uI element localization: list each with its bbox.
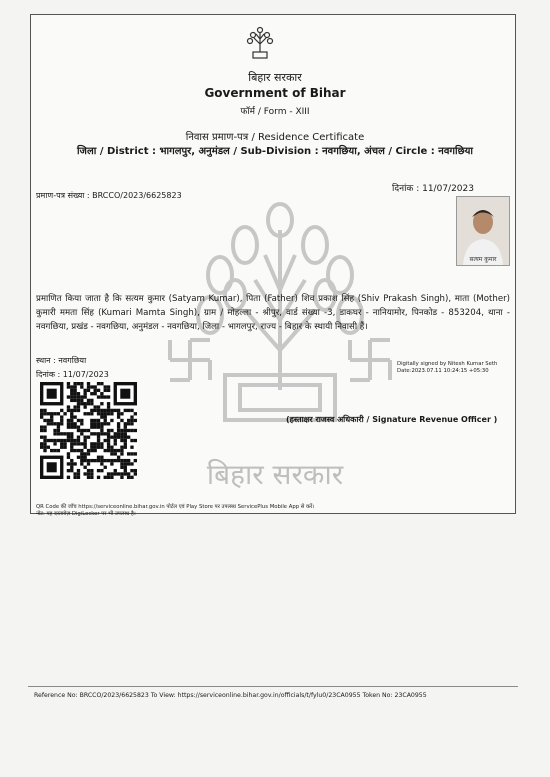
issue-date: दिनांक : 11/07/2023 [392, 184, 474, 194]
government-title: Government of Bihar [204, 86, 346, 100]
footer-divider [28, 686, 518, 687]
applicant-photo [456, 196, 510, 266]
district-line: जिला / District : भागलपुर, अनुमंडल / Sub-Division : नवगछिया, अंचल / Circle : नवगछिया [76, 146, 474, 157]
sign-date: दिनांक : 11/07/2023 [36, 370, 109, 379]
footer-reference: Reference No: BRCCO/2023/6625823 To View: https://serviceonline.bihar.gov.in/officials/t/fylu0/23CA0955 Token No: 23CA0955 [34, 692, 427, 699]
digital-sign-line-1: Digitally signed by Nitesh Kumar Seth [397, 361, 498, 367]
digilocker-note: नोट: यह दस्तावेज़ DigiLocker पर भी उपलब्ध है। [36, 511, 136, 517]
digital-sign-line-2: Date:2023.07.11 10:24:15 +05:30 [397, 368, 489, 374]
qr-code[interactable] [40, 382, 137, 479]
signature-label: (हस्ताक्षर राजस्व अधिकारी / Signature Revenue Officer ) [286, 415, 498, 424]
qr-verify-note: QR Code की जाँच https://serviceonline.bihar.gov.in पोर्टल एवं Play Store पर उपलब्ध ServicePlus Mobile App से करें। [36, 504, 315, 510]
place: स्थान : नवगछिया [36, 356, 87, 365]
form-number: फॉर्म / Form - XIII [240, 107, 310, 117]
certificate-title: निवास प्रमाण-पत्र / Residence Certificate [185, 132, 365, 143]
photo-caption: सत्यम कुमार [469, 256, 497, 263]
watermark-text: बिहार सरकार [206, 458, 344, 491]
certificate-number: प्रमाण-पत्र संख्या : BRCCO/2023/6625823 [36, 191, 182, 200]
state-hindi: बिहार सरकार [248, 71, 302, 84]
bihar-emblem-icon [245, 26, 275, 60]
digital-signature [397, 361, 515, 375]
certificate-body: प्रमाणित किया जाता है कि सत्यम कुमार (Satyam Kumar), पिता (Father) शिव प्रकाश सिंह (Shiv Prakash Singh), माता (Mother) कुमारी ममता सिंह (Kumari Mamta Singh), ग्राम / मोहल्ला - श्रीपुर, वार्ड संख्या -3, डाकघर - नानियामोर, पिनकोड - 853204, थाना - नवगछिया, प्रखंड - नवगछिया, अनुमंडल - नवगछिया, जिला - भागलपुर, राज्य - बिहार के स्थायी निवासी हैं। [36, 294, 510, 332]
